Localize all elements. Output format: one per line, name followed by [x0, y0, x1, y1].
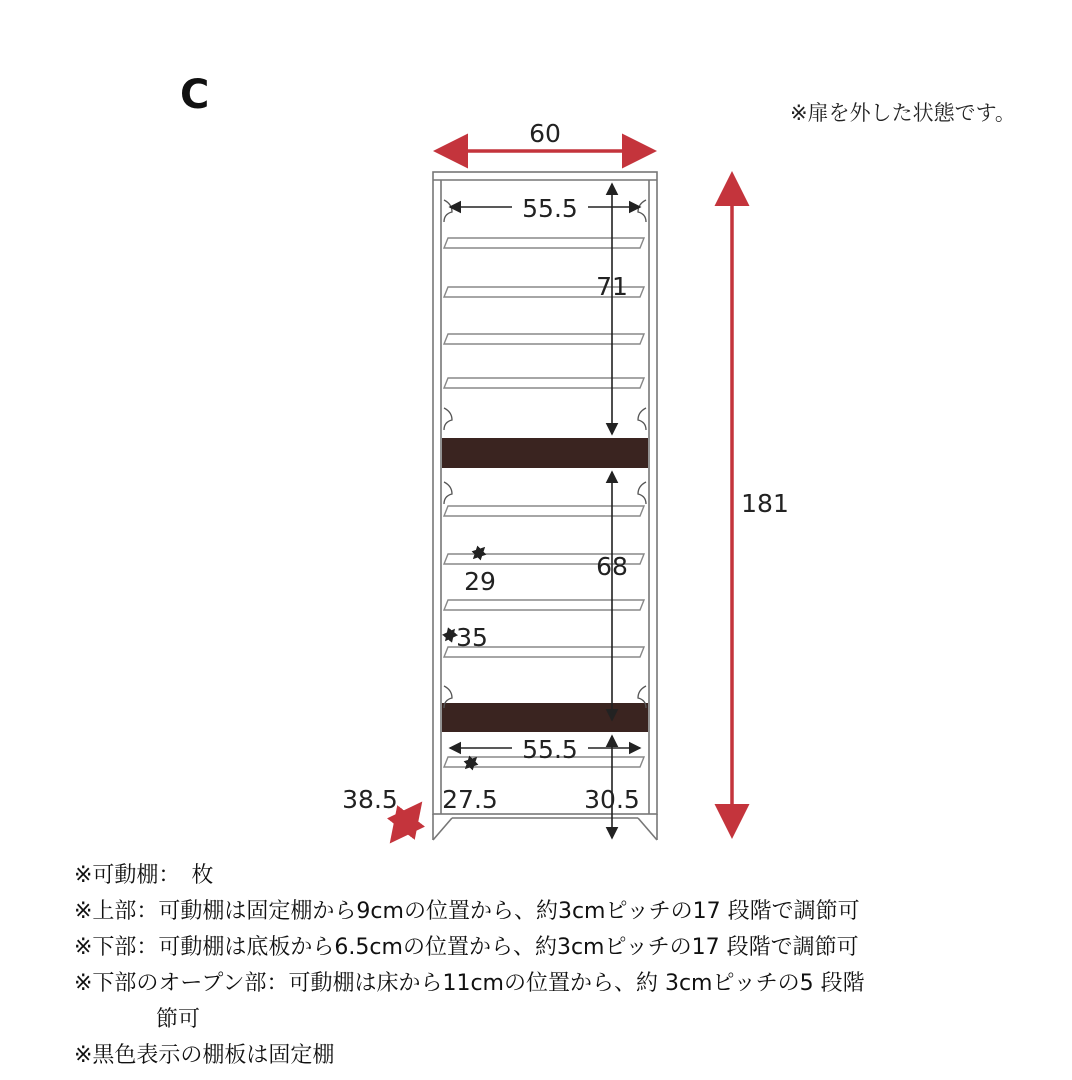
- shelf-1: [444, 238, 644, 248]
- note-upper: ※上部：可動棚は固定棚から9cmの位置から、約3cmピッチの17 段階で調節可: [74, 899, 860, 924]
- width-label: 60: [529, 119, 561, 148]
- shelf-4: [444, 378, 644, 388]
- bottom-height-label: 30.5: [584, 785, 640, 814]
- door-removed-note: ※扉を外した状態です。: [790, 101, 1016, 125]
- inner-width-top-label: 55.5: [522, 194, 578, 223]
- upper-height-label: 71: [596, 272, 628, 301]
- note-fixed: ※黒色表示の棚板は固定棚: [74, 1043, 335, 1068]
- hinge-icon: [444, 200, 452, 222]
- inner-width-bottom-label: 55.5: [522, 735, 578, 764]
- lower-height-label: 68: [596, 552, 628, 581]
- hinge-icon: [444, 408, 452, 430]
- bottom-depth-label: 27.5: [442, 785, 498, 814]
- shelf-3: [444, 334, 644, 344]
- note-lower: ※下部：可動棚は底板から6.5cmの位置から、約3cmピッチの17 段階で調節可: [74, 935, 859, 960]
- note-movable-count: ※可動棚： 枚: [74, 863, 214, 888]
- note-open-cont: 節可: [156, 1007, 201, 1032]
- fixed-shelf-upper: [442, 438, 648, 468]
- note-open: ※下部のオープン部：可動棚は床から11cmの位置から、約 3cmピッチの5 段階: [74, 971, 865, 996]
- depth-label: 38.5: [342, 785, 398, 814]
- fixed-shelf-lower: [442, 703, 648, 732]
- shelf-5: [444, 506, 644, 516]
- notes-block: [74, 858, 1064, 1074]
- hinge-icon: [638, 200, 646, 222]
- shelf-depth-a-label: 29: [464, 567, 496, 596]
- total-height-label: 181: [741, 489, 789, 518]
- shelf-7: [444, 600, 644, 610]
- hinge-icon: [638, 482, 646, 504]
- shelf-depth-b-arrow: [446, 630, 454, 640]
- diagram-title: C: [180, 72, 210, 118]
- hinge-icon: [638, 408, 646, 430]
- movable-shelves: [444, 238, 644, 767]
- hinge-icon: [444, 482, 452, 504]
- shelf-depth-b-label: 35: [456, 623, 488, 652]
